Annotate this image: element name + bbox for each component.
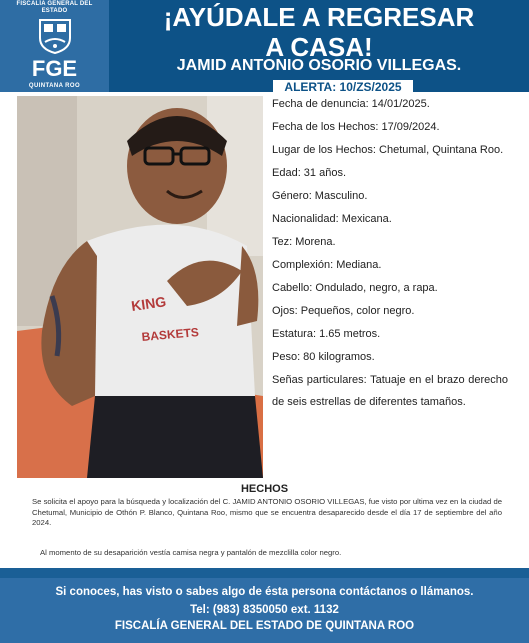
senas-particulares: Señas particulares: Tatuaje en el brazo derecho de seis estrellas de diferentes tamaños. xyxy=(272,373,508,408)
fge-logo xyxy=(0,0,109,92)
logo-state: QUINTANA ROO xyxy=(28,83,81,89)
alert-badge: ALERTA: 10/ZS/2025 xyxy=(273,80,413,94)
tez: Tez: Morena. xyxy=(272,235,336,248)
photo-illustration xyxy=(17,96,263,478)
peso: Peso: 80 kilogramos. xyxy=(272,350,375,363)
edad: Edad: 31 años. xyxy=(272,166,347,179)
state-shield-icon xyxy=(36,16,74,54)
lugar-hechos: Lugar de los Hechos: Chetumal, Quintana Roo. xyxy=(272,144,504,156)
genero: Género: Masculino. xyxy=(272,189,368,202)
logo-acronym: FGE xyxy=(31,56,78,81)
hechos-paragraph-1: Se solicita el apoyo para la búsqueda y localización del C. JAMID ANTONIO OSORIO VILLEGAS, fue visto por ultima vez en la ciudad de Chetumal, Municipio de Othón P. Blanco, Quintana Roo, mismo que se encuentra desaparecido desde el día 17 de septiembre del año 2024. xyxy=(32,497,502,527)
header xyxy=(0,0,529,92)
person-details xyxy=(272,93,508,414)
footer-divider xyxy=(0,568,529,578)
footer-phone: Tel: (983) 8350050 ext. 1132 xyxy=(190,604,339,616)
person-photo xyxy=(17,96,263,478)
person-name: JAMID ANTONIO OSORIO VILLEGAS. xyxy=(176,57,462,74)
nacionalidad: Nacionalidad: Mexicana. xyxy=(272,212,392,225)
title-line-1: ¡AYÚDALE A REGRESAR xyxy=(163,2,475,32)
logo-top-text: FISCALÍA GENERAL DEL ESTADO xyxy=(16,1,93,14)
page-title xyxy=(109,2,529,62)
ojos: Ojos: Pequeños, color negro. xyxy=(272,304,415,317)
svg-text:BASKETS: BASKETS xyxy=(141,325,200,344)
footer-agency: FISCALÍA GENERAL DEL ESTADO DE QUINTANA ROO xyxy=(114,620,415,632)
title-band xyxy=(109,0,529,92)
complexion: Complexión: Mediana. xyxy=(272,258,382,271)
footer xyxy=(0,578,529,643)
cabello: Cabello: Ondulado, negro, a rapa. xyxy=(272,281,438,294)
fecha-denuncia: Fecha de denuncia: 14/01/2025. xyxy=(272,98,430,110)
footer-call-to-action: Si conoces, has visto o sabes algo de ésta persona contáctanos o llámanos. xyxy=(55,586,474,598)
fecha-hechos: Fecha de los Hechos: 17/09/2024. xyxy=(272,121,440,133)
hechos-paragraph-2: Al momento de su desaparición vestía camisa negra y pantalón de mezclilla color negro. xyxy=(40,548,342,557)
estatura: Estatura: 1.65 metros. xyxy=(272,327,381,340)
svg-text:KING: KING xyxy=(130,293,168,314)
hechos-title: HECHOS xyxy=(240,483,289,495)
title-line-2: A CASA! xyxy=(265,32,373,62)
